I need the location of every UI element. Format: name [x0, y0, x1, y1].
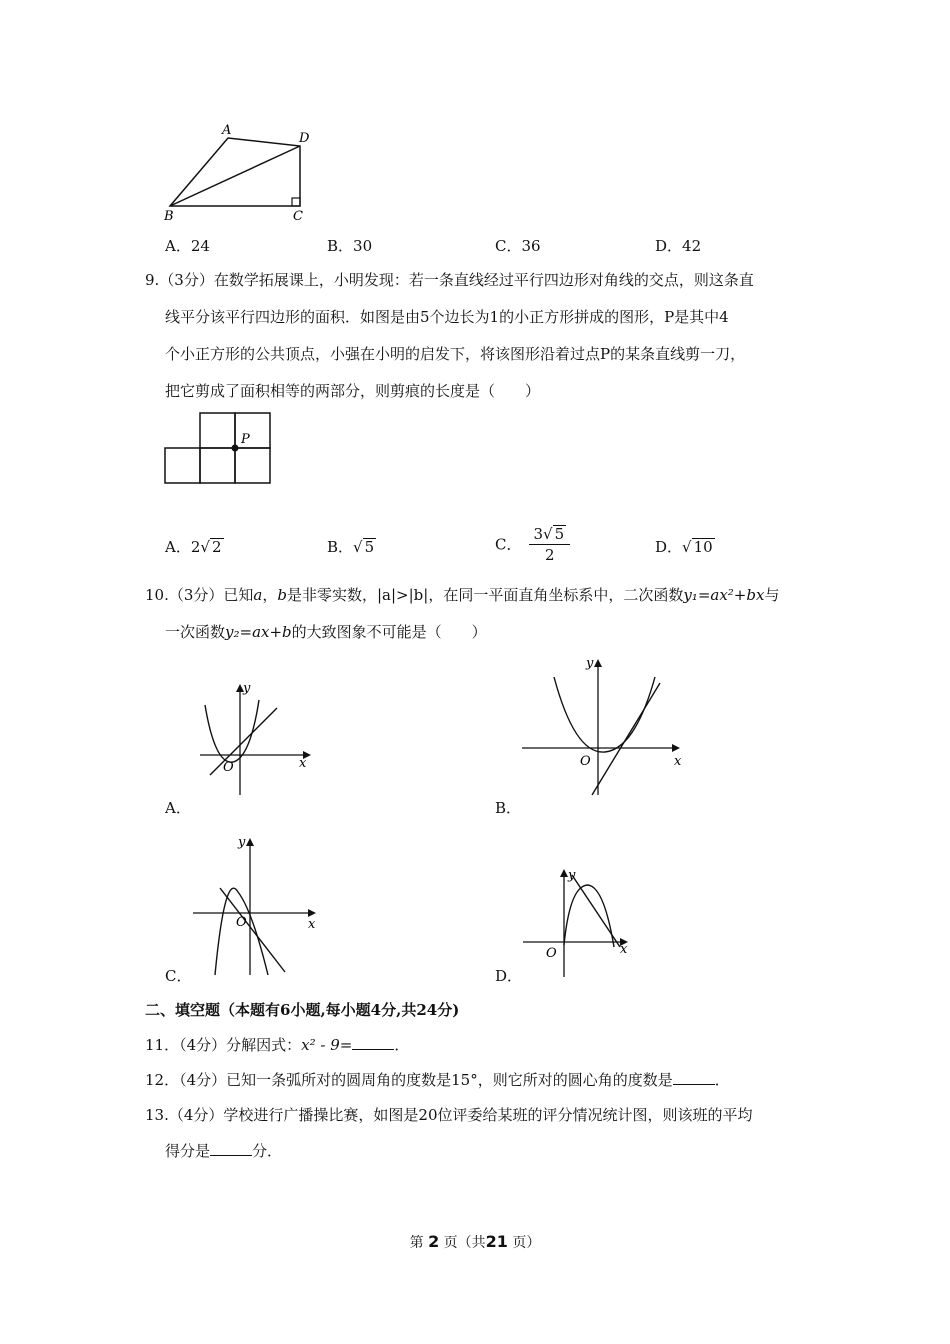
q10-l1-c: ， [262, 586, 278, 604]
footer-b: 页（共 [443, 1235, 486, 1251]
q9-option-d-letter: D． [655, 538, 683, 556]
q10-text-line-2 [165, 622, 487, 642]
graph-d-line [572, 875, 620, 947]
q9-point-p [232, 445, 239, 452]
section-2-title: 二、填空题（本题有6小题,每小题4分,共24分) [145, 1001, 460, 1019]
q9-square-top-left [200, 413, 235, 448]
q8-option-b[interactable] [327, 236, 372, 256]
q12-blank[interactable] [673, 1070, 715, 1085]
q13-l2-b: 分． [252, 1142, 283, 1160]
q8-label-b: B [164, 209, 174, 224]
q10-l2-b: y₂=ax+b [225, 623, 292, 641]
q8-option-c[interactable] [495, 236, 541, 256]
q10-option-c[interactable]: C． [165, 967, 192, 985]
graph-c-y-label: y [238, 835, 246, 850]
q9-option-c-fraction [529, 524, 570, 565]
footer-a: 第 [409, 1235, 424, 1251]
graph-d-x-label: x [620, 942, 628, 957]
q9-square-bottom-3 [235, 448, 270, 483]
graph-b-parabola [554, 677, 655, 752]
sqrt-icon: √ [200, 538, 210, 556]
q8-option-d[interactable] [655, 236, 701, 256]
footer-total-pages: 21 [485, 1232, 508, 1251]
q9-option-b-radicand: 5 [364, 538, 375, 556]
q11-blank[interactable] [352, 1035, 394, 1050]
q10-option-d[interactable]: D． [495, 967, 523, 985]
q11-expr: x² - 9= [301, 1036, 353, 1054]
q10-l1-a: 10.（3分）已知 [145, 586, 254, 604]
q10-option-b[interactable]: B． [495, 799, 522, 817]
q9-option-c-denominator: 2 [545, 546, 555, 564]
q10-text-line-1 [145, 585, 779, 605]
q12-text [145, 1070, 730, 1090]
graph-d-y-label: y [568, 868, 576, 883]
arrow-up-icon [560, 869, 568, 877]
sqrt-icon: √ [353, 538, 363, 556]
q8-option-b-value: 30 [353, 237, 373, 255]
q9-option-c-num-radicand: 5 [554, 525, 565, 543]
q9-option-d[interactable] [655, 537, 715, 557]
q10-graph-a[interactable] [195, 680, 320, 800]
q9-squares-figure [163, 412, 275, 488]
graph-a-origin: O [223, 760, 234, 775]
q10-l1-g: 与 [764, 586, 780, 604]
q11-suffix: ． [394, 1036, 410, 1054]
graph-a-line [210, 708, 277, 775]
graph-d-parabola [564, 885, 614, 947]
q8-option-d-letter: D． [655, 237, 683, 255]
q9-option-a-coef: 2 [190, 538, 201, 556]
q12-suffix: ． [714, 1071, 730, 1089]
q8-label-c: C [293, 209, 303, 224]
q9-option-c-num-coef: 3 [533, 525, 544, 543]
sqrt-icon: √ [682, 538, 692, 556]
q13-text-line-1: 13.（4分）学校进行广播操比赛，如图是20位评委给某班的评分情况统计图，则该班的平均 [145, 1106, 753, 1124]
q13-l2-a: 得分是 [165, 1142, 211, 1160]
graph-d-origin: O [546, 946, 557, 961]
q10-l2-a: 一次函数 [165, 623, 226, 641]
q9-option-b-letter: B． [327, 538, 354, 556]
graph-b-y-label: y [586, 656, 594, 671]
q8-label-a: A [222, 123, 232, 138]
q9-square-bottom-1 [165, 448, 200, 483]
q9-text-line-1: 9.（3分）在数学拓展课上，小明发现：若一条直线经过平行四边形对角线的交点，则这条直 [145, 271, 754, 289]
q8-option-a-value: 24 [190, 237, 210, 255]
q9-text-line-4: 把它剪成了面积相等的两部分，则剪痕的长度是（ ） [165, 382, 541, 400]
q10-l1-b: a [253, 586, 263, 604]
graph-c-x-label: x [308, 917, 316, 932]
q9-option-b[interactable] [327, 537, 376, 557]
page-footer [0, 1232, 950, 1252]
graph-c-line [220, 888, 285, 972]
arrow-up-icon [594, 659, 602, 667]
q13-blank[interactable] [210, 1141, 252, 1156]
q10-l1-d: b [277, 586, 287, 604]
graph-a-y-label: y [243, 681, 251, 696]
q11-text [145, 1035, 409, 1055]
q8-right-angle-mark [292, 198, 300, 206]
graph-b-x-label: x [674, 754, 682, 769]
q9-option-c[interactable] [495, 524, 570, 565]
graph-b-origin: O [580, 754, 591, 769]
footer-c: 页） [512, 1235, 541, 1251]
q12-body: 12．（4分）已知一条弧所对的圆周角的度数是15°，则它所对的圆心角的度数是 [145, 1071, 673, 1089]
q8-option-a[interactable] [165, 236, 210, 256]
q8-quad-shape [170, 138, 300, 206]
arrow-up-icon [246, 838, 254, 846]
footer-page-number: 2 [428, 1232, 440, 1251]
q8-label-d: D [299, 131, 310, 146]
q10-graph-c[interactable] [190, 830, 325, 980]
q11-prefix: 11．（4分）分解因式： [145, 1036, 302, 1054]
q13-text-line-2 [165, 1141, 282, 1161]
q10-graph-b[interactable] [520, 655, 690, 800]
arrow-right-icon [672, 744, 680, 752]
q10-l1-f: y₁=ax²+bx [683, 586, 765, 604]
q8-option-c-value: 36 [521, 237, 541, 255]
arrow-right-icon [308, 909, 316, 917]
graph-c-parabola [215, 888, 268, 975]
q10-l1-e: 是非零实数，|a|>|b|，在同一平面直角坐标系中，二次函数 [286, 586, 684, 604]
graph-b-line [592, 683, 660, 795]
q8-quadrilateral-figure [160, 118, 320, 226]
q9-text-line-3: 个小正方形的公共顶点，小强在小明的启发下，将该图形沿着过点P的某条直线剪一刀， [165, 345, 746, 363]
q9-text-line-2: 线平分该平行四边形的面积．如图是由5个边长为1的小正方形拼成的图形，P是其中4 [165, 308, 729, 326]
q8-option-c-letter: C． [495, 237, 522, 255]
q8-option-b-letter: B． [327, 237, 354, 255]
sqrt-icon: √ [543, 525, 553, 543]
q9-option-a-letter: A． [165, 538, 191, 556]
q9-option-a[interactable] [165, 537, 224, 557]
q9-option-a-radicand: 2 [211, 538, 222, 556]
q10-l2-c: 的大致图象不可能是（ ） [291, 623, 487, 641]
q8-diagonal-bd [170, 146, 300, 206]
q10-graph-d[interactable] [520, 865, 635, 980]
q10-option-a[interactable]: A． [165, 799, 191, 817]
q9-option-d-radicand: 10 [693, 538, 713, 556]
q9-point-p-label: P [241, 432, 250, 447]
graph-a-x-label: x [299, 756, 307, 771]
q9-option-c-letter: C． [495, 535, 522, 554]
q8-option-a-letter: A． [165, 237, 191, 255]
q8-option-d-value: 42 [682, 237, 702, 255]
q9-square-bottom-2 [200, 448, 235, 483]
graph-c-origin: O [236, 915, 247, 930]
